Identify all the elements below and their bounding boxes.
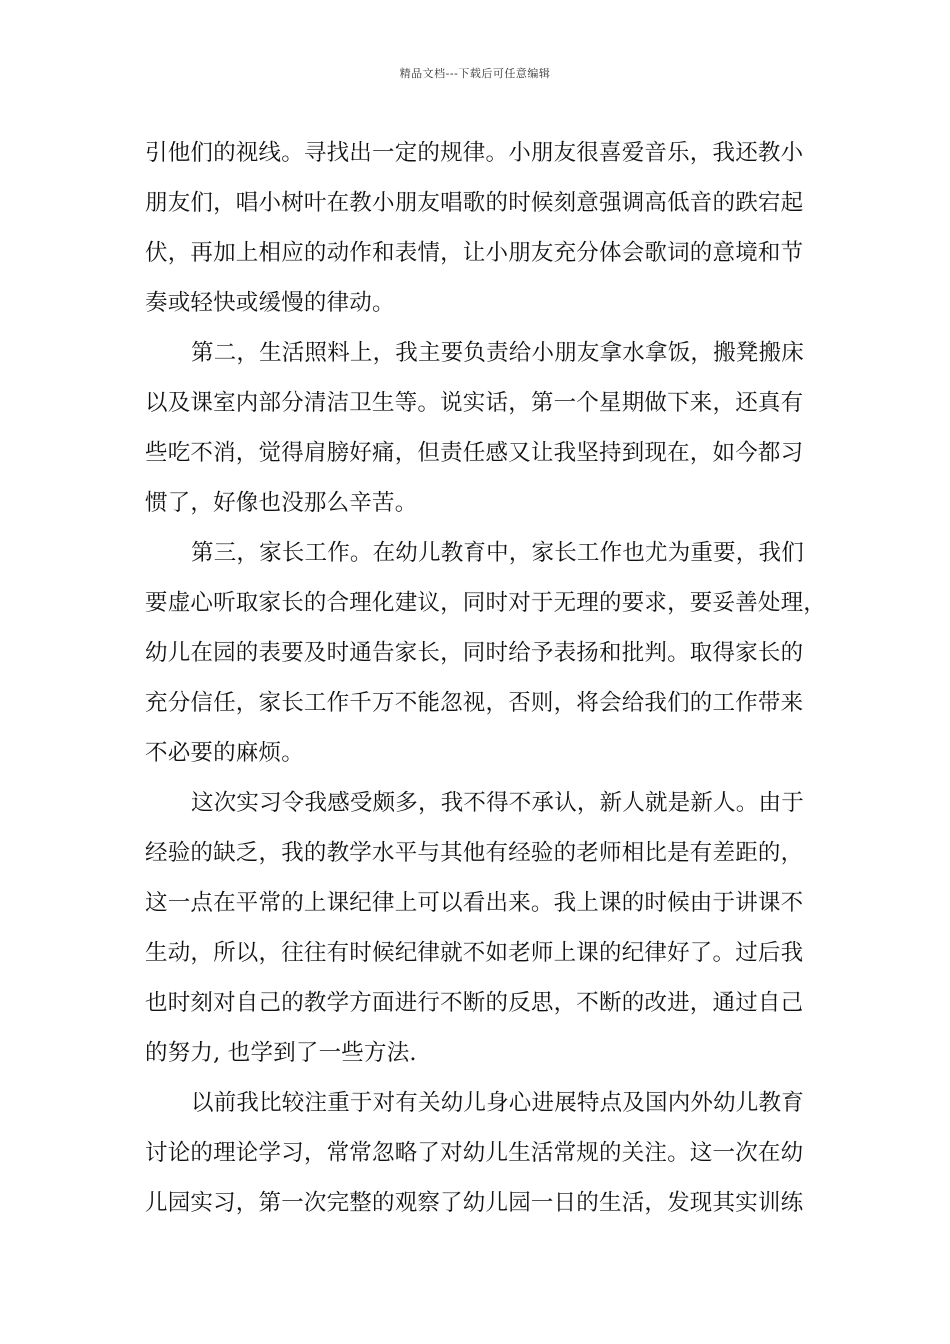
text-line: 以及课室内部分清洁卫生等。说实话，第一个星期做下来，还真有 xyxy=(145,390,804,416)
text-line: 的努力, 也学到了一些方法. xyxy=(145,1040,417,1066)
text-line: 生动，所以，往往有时候纪律就不如老师上课的纪律好了。过后我 xyxy=(145,940,804,966)
paragraph-first-line: 第三，家长工作。在幼儿教育中，家长工作也尤为重要，我们 xyxy=(191,540,804,566)
text-line: 这一点在平常的上课纪律上可以看出来。我上课的时候由于讲课不 xyxy=(145,890,804,916)
text-line: 讨论的理论学习，常常忽略了对幼儿生活常规的关注。这一次在幼 xyxy=(145,1140,804,1166)
text-line: 要虚心听取家长的合理化建议，同时对于无理的要求，要妥善处理， xyxy=(145,590,827,616)
paragraph-first-line: 这次实习令我感受颇多，我不得不承认，新人就是新人。由于 xyxy=(191,790,804,816)
text-line: 些吃不消，觉得肩膀好痛，但责任感又让我坚持到现在，如今都习 xyxy=(145,440,804,466)
page-header: 精品文档---下载后可任意编辑 xyxy=(399,67,551,80)
text-line: 也时刻对自己的教学方面进行不断的反思，不断的改进，通过自己 xyxy=(145,990,804,1016)
text-line: 惯了，好像也没那么辛苦。 xyxy=(145,490,418,516)
text-line: 儿园实习，第一次完整的观察了幼儿园一日的生活，发现其实训练 xyxy=(145,1190,804,1216)
text-line: 朋友们，唱小树叶在教小朋友唱歌的时候刻意强调高低音的跌宕起 xyxy=(145,190,804,216)
text-line: 幼儿在园的表要及时通告家长，同时给予表扬和批判。取得家长的 xyxy=(145,640,804,666)
paragraph-first-line: 第二，生活照料上，我主要负责给小朋友拿水拿饭，搬凳搬床 xyxy=(191,340,804,366)
text-line: 充分信任，家长工作千万不能忽视，否则，将会给我们的工作带来 xyxy=(145,690,804,716)
document-body xyxy=(145,128,827,1228)
text-line: 经验的缺乏，我的教学水平与其他有经验的老师相比是有差距的， xyxy=(145,840,804,866)
text-line: 奏或轻快或缓慢的律动。 xyxy=(145,290,395,316)
text-line: 引他们的视线。寻找出一定的规律。小朋友很喜爱音乐，我还教小 xyxy=(145,140,804,166)
paragraph-first-line: 以前我比较注重于对有关幼儿身心进展特点及国内外幼儿教育 xyxy=(191,1090,804,1116)
text-line: 不必要的麻烦。 xyxy=(145,740,304,766)
text-line: 伏，再加上相应的动作和表情，让小朋友充分体会歌词的意境和节 xyxy=(145,240,804,266)
